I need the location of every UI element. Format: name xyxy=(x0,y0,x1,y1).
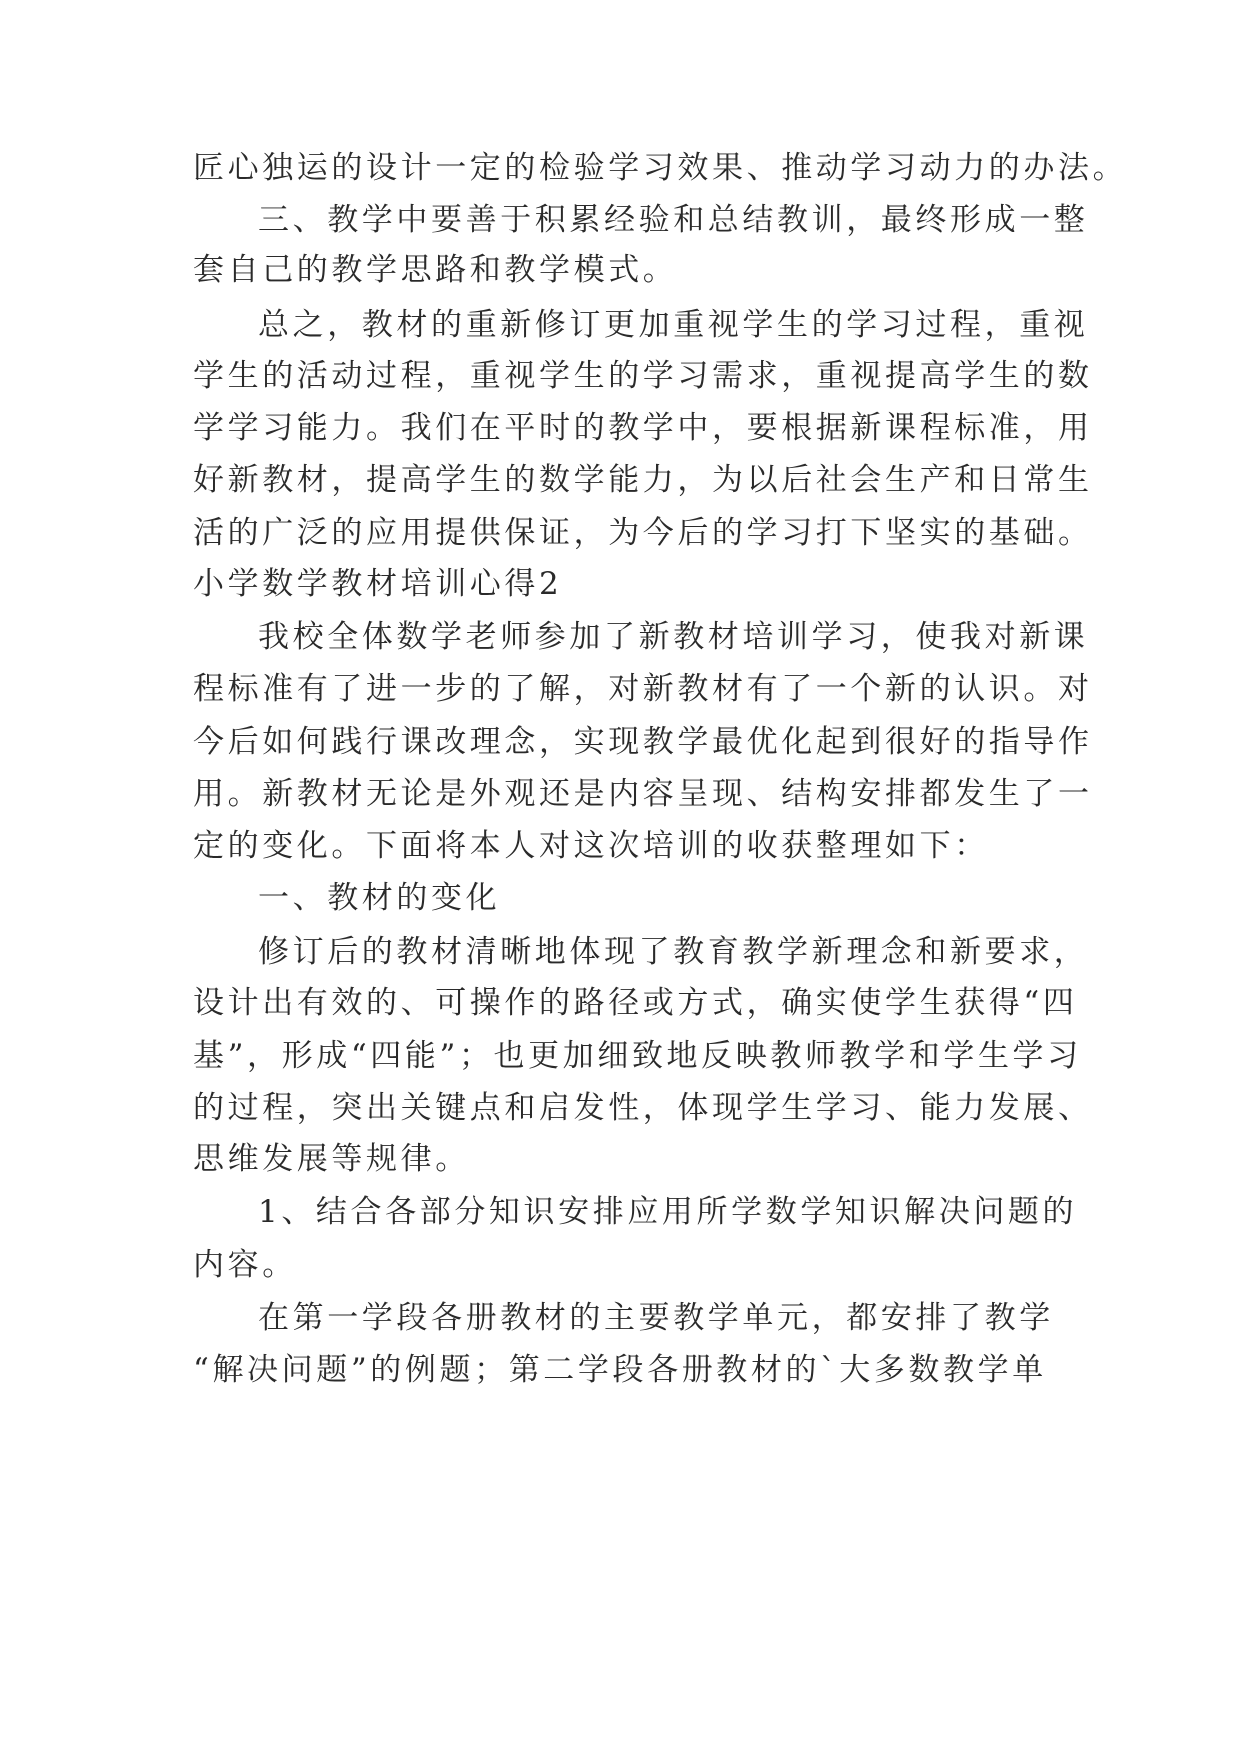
paragraph-line: 一、教材的变化 xyxy=(258,880,501,916)
paragraph-line: 设计出有效的、可操作的路径或方式，确实使学生获得“四 xyxy=(193,985,1078,1021)
paragraph-line: 在第一学段各册教材的主要教学单元，都安排了教学 xyxy=(258,1300,1054,1336)
paragraph-line: 我校全体数学老师参加了新教材培训学习，使我对新课 xyxy=(258,619,1089,655)
paragraph-line: 学学习能力。我们在平时的教学中，要根据新课程标准，用 xyxy=(193,410,1093,446)
paragraph-line: 1、结合各部分知识安排应用所学数学知识解决问题的 xyxy=(258,1194,1078,1230)
paragraph-line: 三、教学中要善于积累经验和总结教训，最终形成一整 xyxy=(258,202,1089,238)
paragraph-line: 内容。 xyxy=(193,1247,297,1283)
paragraph-line: 思维发展等规律。 xyxy=(193,1141,470,1177)
paragraph-line: 定的变化。下面将本人对这次培训的收获整理如下： xyxy=(193,828,989,864)
section-heading: 小学数学教材培训心得2 xyxy=(193,566,563,602)
paragraph-line: 套自己的教学思路和教学模式。 xyxy=(193,252,678,288)
paragraph-line: 学生的活动过程，重视学生的学习需求，重视提高学生的数 xyxy=(193,358,1093,394)
paragraph-line: 基”，形成“四能”；也更加细致地反映教师教学和学生学习 xyxy=(193,1038,1082,1074)
paragraph-line: 总之，教材的重新修订更加重视学生的学习过程，重视 xyxy=(258,307,1089,343)
paragraph-line: 今后如何践行课改理念，实现教学最优化起到很好的指导作 xyxy=(193,724,1093,760)
paragraph-line: “解决问题”的例题；第二学段各册教材的`大多数教学单 xyxy=(193,1352,1047,1388)
paragraph-line: 好新教材，提高学生的数学能力，为以后社会生产和日常生 xyxy=(193,462,1093,498)
paragraph-line: 的过程，突出关键点和启发性，体现学生学习、能力发展、 xyxy=(193,1090,1093,1126)
paragraph-line: 活的广泛的应用提供保证，为今后的学习打下坚实的基础。 xyxy=(193,515,1093,551)
paragraph-line: 匠心独运的设计一定的检验学习效果、推动学习动力的办法。 xyxy=(193,150,1128,186)
paragraph-line: 用。新教材无论是外观还是内容呈现、结构安排都发生了一 xyxy=(193,776,1093,812)
paragraph-line: 修订后的教材清晰地体现了教育教学新理念和新要求， xyxy=(258,934,1089,970)
paragraph-line: 程标准有了进一步的了解，对新教材有了一个新的认识。对 xyxy=(193,671,1093,707)
